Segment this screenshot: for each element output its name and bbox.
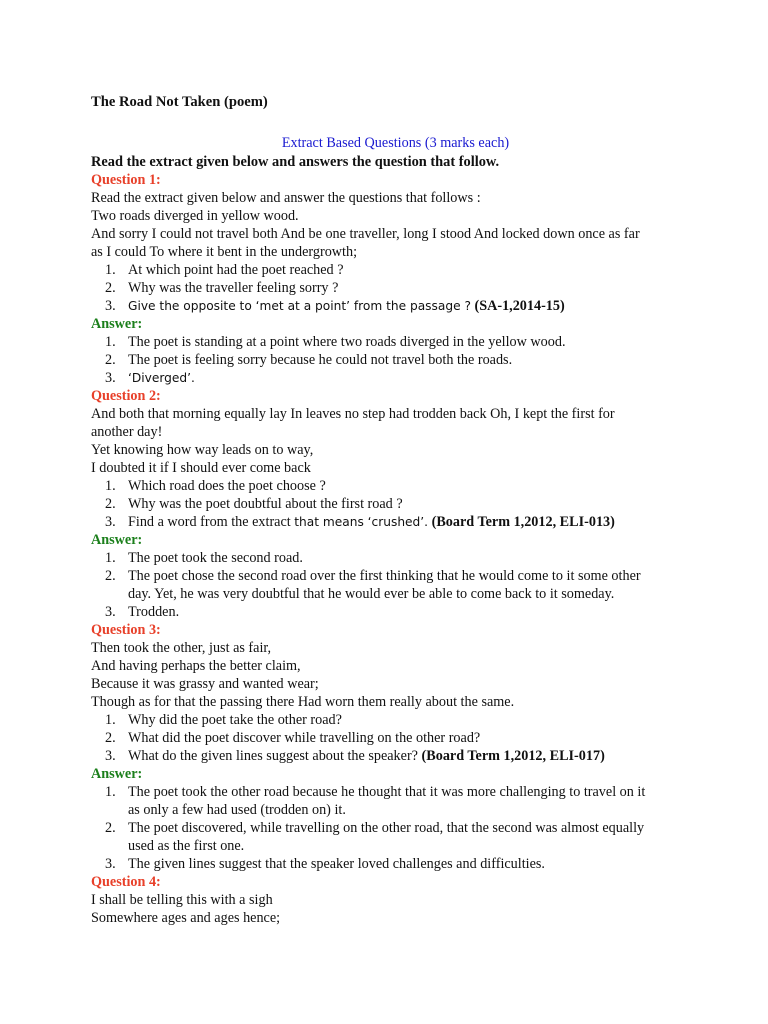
question-text: At which point had the poet reached ? bbox=[128, 262, 344, 278]
question-heading: Question 3: bbox=[91, 622, 161, 638]
list-number: 2. bbox=[105, 280, 116, 296]
list-number: 1. bbox=[105, 478, 116, 494]
question-item bbox=[91, 711, 691, 729]
answer-heading: Answer: bbox=[91, 532, 143, 548]
answer-text: The poet took the second road. bbox=[128, 550, 303, 566]
list-number: 1. bbox=[105, 334, 116, 350]
answer-list bbox=[91, 549, 691, 621]
passage-line: Because it was grassy and wanted wear; bbox=[91, 676, 319, 692]
question-text: What do the given lines suggest about the speaker? bbox=[128, 748, 418, 764]
list-number: 2. bbox=[105, 730, 116, 746]
answer-text: ‘Diverged’. bbox=[128, 371, 195, 385]
question-text: Why was the traveller feeling sorry ? bbox=[128, 280, 339, 296]
question-heading: Question 4: bbox=[91, 874, 161, 890]
answer-list bbox=[91, 783, 691, 873]
question-item bbox=[91, 279, 691, 297]
answer-heading: Answer: bbox=[91, 316, 143, 332]
reference-tag: (Board Term 1,2012, ELI-017) bbox=[421, 748, 605, 764]
passage-line: Read the extract given below and answer the questions that follows : bbox=[91, 190, 481, 206]
passage-line: Yet knowing how way leads on to way, bbox=[91, 442, 314, 458]
question-text: Find a word from the extract bbox=[128, 514, 291, 530]
answer-list bbox=[91, 333, 691, 387]
question-item bbox=[91, 261, 691, 279]
list-number: 1. bbox=[105, 550, 116, 566]
passage-line: as I could To where it bent in the undergrowth; bbox=[91, 244, 358, 260]
question-item bbox=[91, 747, 691, 765]
question-heading: Question 1: bbox=[91, 172, 161, 188]
passage-line: Two roads diverged in yellow wood. bbox=[91, 208, 299, 224]
answer-item bbox=[91, 567, 691, 603]
answer-text: The poet discovered, while travelling on the other road, that the second was almost equally bbox=[128, 820, 645, 836]
question-item bbox=[91, 495, 691, 513]
answer-item bbox=[91, 819, 691, 855]
question-section bbox=[91, 387, 691, 621]
list-number: 2. bbox=[105, 496, 116, 512]
question-section bbox=[91, 171, 691, 387]
passage-line: Then took the other, just as fair, bbox=[91, 640, 272, 656]
question-sections bbox=[91, 171, 691, 927]
answer-text: The poet is standing at a point where two roads diverged in the yellow wood. bbox=[128, 334, 566, 350]
list-number: 3. bbox=[105, 514, 116, 530]
answer-text: The poet is feeling sorry because he could not travel both the roads. bbox=[128, 352, 513, 368]
list-number: 1. bbox=[105, 262, 116, 278]
question-item bbox=[91, 513, 691, 531]
question-text: Why did the poet take the other road? bbox=[128, 712, 342, 728]
answer-item bbox=[91, 369, 691, 387]
list-number: 2. bbox=[105, 820, 116, 836]
answer-text: The poet chose the second road over the first thinking that he would come to it some other bbox=[128, 568, 641, 584]
answer-text: The poet took the other road because he thought that it was more challenging to travel on it bbox=[128, 784, 646, 800]
list-number: 3. bbox=[105, 748, 116, 764]
answer-heading: Answer: bbox=[91, 766, 143, 782]
passage-line: And sorry I could not travel both And be one traveller, long I stood And locked down once as far bbox=[91, 226, 640, 242]
answer-item bbox=[91, 549, 691, 567]
answer-text-continued: day. Yet, he was very doubtful that he would ever be able to come back to it someday. bbox=[128, 586, 615, 602]
question-list bbox=[91, 711, 691, 765]
page-title: The Road Not Taken (poem) bbox=[91, 94, 268, 110]
list-number: 1. bbox=[105, 784, 116, 800]
section-subtitle: Extract Based Questions (3 marks each) bbox=[281, 135, 510, 151]
question-text-continued: that means ‘crushed’. bbox=[294, 515, 429, 529]
answer-text: Trodden. bbox=[128, 604, 180, 620]
question-heading: Question 2: bbox=[91, 388, 161, 404]
instruction: Read the extract given below and answers the question that follow. bbox=[91, 154, 500, 170]
answer-item bbox=[91, 351, 691, 369]
list-number: 3. bbox=[105, 856, 116, 872]
passage-line: I shall be telling this with a sigh bbox=[91, 892, 273, 908]
question-text: What did the poet discover while travelling on the other road? bbox=[128, 730, 481, 746]
answer-text: The given lines suggest that the speaker loved challenges and difficulties. bbox=[128, 856, 545, 872]
passage-line: And having perhaps the better claim, bbox=[91, 658, 301, 674]
question-item bbox=[91, 477, 691, 495]
passage-line: another day! bbox=[91, 424, 163, 440]
question-item bbox=[91, 297, 691, 315]
answer-text-continued: used as the first one. bbox=[128, 838, 245, 854]
answer-item bbox=[91, 333, 691, 351]
question-text: Which road does the poet choose ? bbox=[128, 478, 326, 494]
document-content bbox=[91, 93, 691, 927]
answer-text-continued: as only a few had used (trodden on) it. bbox=[128, 802, 346, 818]
list-number: 2. bbox=[105, 568, 116, 584]
answer-item bbox=[91, 855, 691, 873]
question-section bbox=[91, 621, 691, 873]
passage-line: I doubted it if I should ever come back bbox=[91, 460, 311, 476]
question-list bbox=[91, 477, 691, 531]
question-text: Give the opposite to ‘met at a point’ from the passage ? bbox=[128, 299, 471, 313]
question-list bbox=[91, 261, 691, 315]
list-number: 2. bbox=[105, 352, 116, 368]
passage-line: And both that morning equally lay In leaves no step had trodden back Oh, I kept the first for bbox=[91, 406, 615, 422]
list-number: 3. bbox=[105, 604, 116, 620]
question-section bbox=[91, 873, 691, 927]
answer-item bbox=[91, 603, 691, 621]
list-number: 1. bbox=[105, 712, 116, 728]
list-number: 3. bbox=[105, 298, 116, 314]
reference-tag: (Board Term 1,2012, ELI-013) bbox=[431, 514, 615, 530]
passage-line: Somewhere ages and ages hence; bbox=[91, 910, 281, 926]
question-item bbox=[91, 729, 691, 747]
passage-line: Though as for that the passing there Had worn them really about the same. bbox=[91, 694, 515, 710]
question-text: Why was the poet doubtful about the first road ? bbox=[128, 496, 403, 512]
answer-item bbox=[91, 783, 691, 819]
list-number: 3. bbox=[105, 370, 116, 386]
reference-tag: (SA-1,2014-15) bbox=[474, 298, 565, 314]
